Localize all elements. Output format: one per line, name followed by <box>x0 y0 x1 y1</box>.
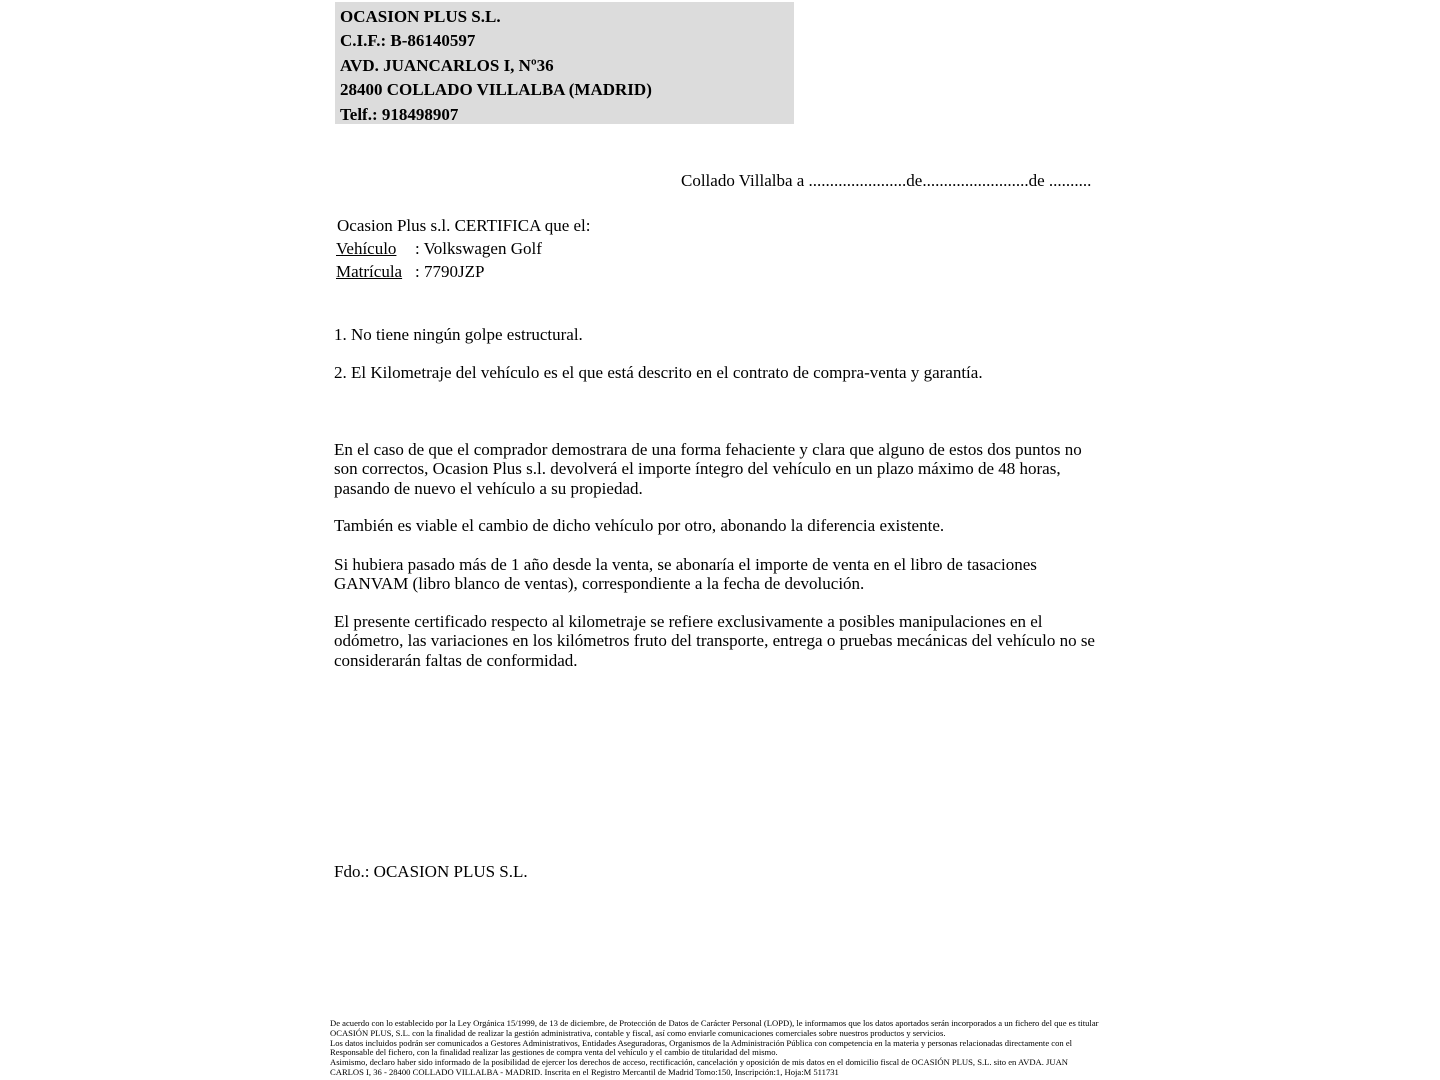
legal-fine-print <box>330 1019 1099 1078</box>
vehicle-row <box>336 239 542 259</box>
vehicle-label: Vehículo <box>336 239 397 258</box>
certified-item-2: 2. El Kilometraje del vehículo es el que está descrito en el contrato de compra-venta y garantía. <box>334 363 983 382</box>
paragraph-exchange-option: También es viable el cambio de dicho vehículo por otro, abonando la diferencia existente. <box>334 516 945 535</box>
company-phone: Telf.: 918498907 <box>340 104 459 124</box>
plate-label-wrap <box>336 262 415 282</box>
legal-line-5: Asimismo, declaro haber sido informado de la posibilidad de ejercer los derechos de acceso, rectificación, cancelación y oposición de mis datos en el domicilio fiscal de OCASIÓN PLUS, S.L. sito en AVDA. JUAN <box>330 1057 1069 1068</box>
certified-item-1: 1. No tiene ningún golpe estructural. <box>334 325 583 344</box>
vehicle-label-wrap <box>336 239 415 259</box>
paragraph-odometer-disclaimer: El presente certificado respecto al kilometraje se refiere exclusivamente a posibles manipulaciones en el odómetro, las variaciones en los kilómetros fruto del transporte, entrega o pruebas mecánicas del vehículo no se considerarán faltas de conformidad. <box>334 612 1095 670</box>
company-city: 28400 COLLADO VILLALBA (MADRID) <box>340 80 652 100</box>
legal-line-1: De acuerdo con lo establecido por la Ley Orgánica 15/1999, de 13 de diciembre, de Protección de Datos de Carácter Personal (LOPD), le informamos que los datos aportados serán incorporados a un fichero del que es titular <box>330 1018 1099 1028</box>
legal-line-4: Responsable del fichero, con la finalidad realizar las gestiones de compra venta del vehículo y el cambio de titularidad del mismo. <box>330 1047 778 1058</box>
company-name: OCASION PLUS S.L. <box>340 7 501 26</box>
plate-row <box>336 262 484 282</box>
paragraph-refund-terms: En el caso de que el comprador demostrara de una forma fehaciente y clara que alguno de estos dos puntos no son correctos, Ocasion Plus s.l. devolverá el importe íntegro del vehículo en un plazo máximo de 48 horas, pasando de nuevo el vehículo a su propiedad. <box>334 440 1082 498</box>
legal-line-6: CARLOS I, 36 - 28400 COLLADO VILLALBA - MADRID. Inscrita en el Registro Mercantil de Madrid Tomo:150, Inscripción:1, Hoja:M 511731 <box>330 1066 839 1077</box>
legal-line-2: OCASIÓN PLUS, S.L. con la finalidad de realizar la gestión administrativa, contable y fiscal, así como enviarle comunicaciones comerciales sobre nuestros productos y servicios. <box>330 1027 946 1038</box>
plate-value: : 7790JZP <box>415 262 485 281</box>
company-cif: C.I.F.: B-86140597 <box>340 31 476 51</box>
plate-label: Matrícula <box>336 262 403 281</box>
certify-intro: Ocasion Plus s.l. CERTIFICA que el: <box>337 216 591 235</box>
signature-line: Fdo.: OCASION PLUS S.L. <box>334 862 528 881</box>
paragraph-ganvam-valuation: Si hubiera pasado más de 1 año desde la venta, se abonaría el importe de venta en el libro de tasaciones GANVAM (libro blanco de ventas), correspondiente a la fecha de devolución. <box>334 555 1037 594</box>
company-address: AVD. JUANCARLOS I, Nº36 <box>340 55 554 75</box>
date-fill-in-line: Collado Villalba a .......................de.........................de .......... <box>681 171 1092 190</box>
company-header-box <box>335 2 794 124</box>
legal-line-3: Los datos incluidos podrán ser comunicados a Gestores Administrativos, Entidades Aseguradoras, Organismos de la Administración Pública con competencia en la materia y personas relacionadas directamente con el <box>330 1037 1073 1048</box>
vehicle-value: : Volkswagen Golf <box>415 239 542 258</box>
